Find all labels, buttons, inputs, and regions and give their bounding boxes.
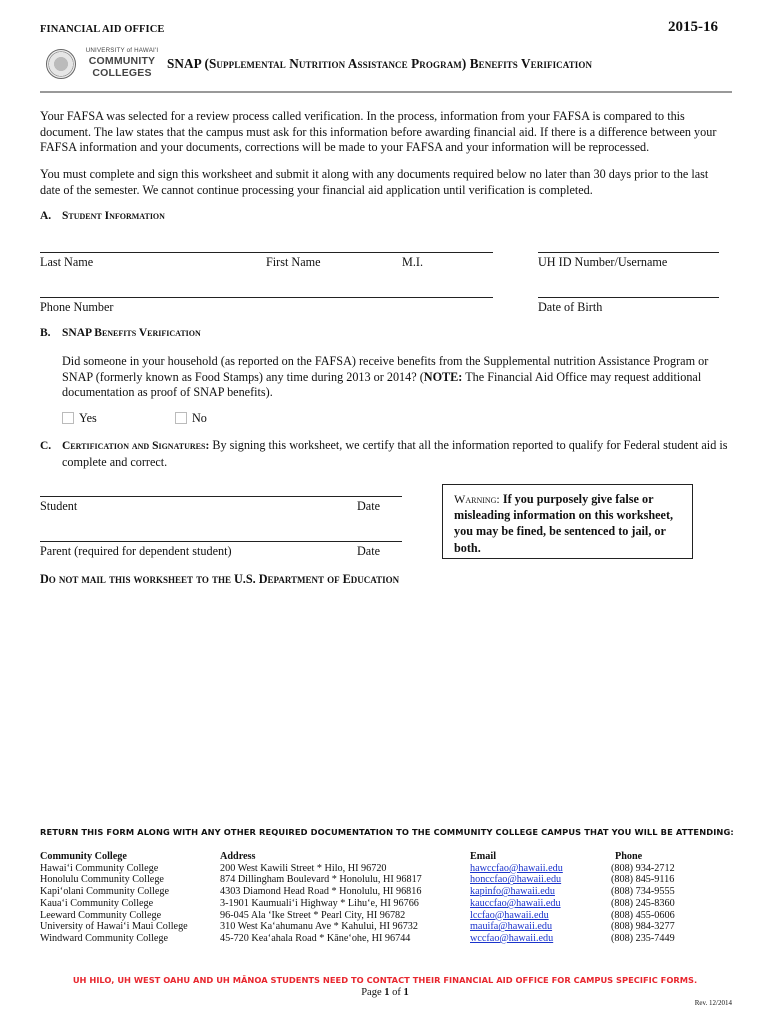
section-c-letter: C. [40, 440, 52, 452]
phone-cell: (808) 934-2712 [611, 862, 675, 874]
college-cell: Kaua‘i Community College [40, 897, 154, 909]
page-number [0, 987, 770, 998]
address-column [220, 851, 422, 945]
phone-number-label: Phone Number [40, 300, 114, 314]
return-instruction: RETURN THIS FORM ALONG WITH ANY OTHER REQUIRED DOCUMENTATION TO THE COMMUNITY COLLEGE CAMPUS THAT YOU WILL BE ATTENDING: [40, 827, 734, 837]
college-cell: University of Hawai‘i Maui College [40, 921, 188, 933]
college-cell: Leeward Community College [40, 909, 162, 921]
section-c-heading: Certification and Signatures: [62, 440, 210, 452]
first-name-label: First Name [266, 255, 321, 269]
parent-date-label: Date [357, 544, 381, 558]
office-name: FINANCIAL AID OFFICE [40, 24, 165, 35]
note-label: NOTE: [423, 369, 463, 384]
university-seal-icon [46, 49, 76, 79]
college-header: Community College [40, 851, 127, 862]
address-cell: 96-045 Ala ‘Ike Street * Pearl City, HI 96782 [220, 909, 406, 921]
phone-cell: (808) 734-9555 [611, 886, 675, 898]
parent-signature-line[interactable] [40, 541, 402, 542]
address-cell: 3-1901 Kaumuali‘i Highway * Lihu‘e, HI 96766 [220, 897, 419, 909]
address-cell: 4303 Diamond Head Road * Honolulu, HI 96816 [220, 886, 422, 898]
do-not-mail-notice: Do not mail this worksheet to the U.S. Department of Education [40, 572, 400, 586]
snap-question-note: The Financial Aid Office may request additional documentation as proof of SNAP benefits). [62, 369, 702, 400]
email-link[interactable]: honccfao@hawaii.edu [470, 874, 562, 886]
no-checkbox[interactable] [175, 412, 187, 424]
section-b-heading: SNAP Benefits Verification [62, 327, 201, 339]
award-year: 2015-16 [668, 19, 718, 35]
email-link[interactable]: kapinfo@hawaii.edu [470, 886, 555, 898]
email-link[interactable]: lccfao@hawaii.edu [470, 909, 549, 921]
yes-label: Yes [79, 411, 97, 425]
date-of-birth-line[interactable] [538, 297, 719, 298]
logo-line-3: COLLEGES [92, 67, 152, 79]
address-header: Address [220, 851, 256, 862]
warning-label: Warning: [454, 492, 500, 506]
document-title: SNAP (Supplemental Nutrition Assistance Program) Benefits Verification [167, 56, 593, 71]
phone-header: Phone [615, 851, 643, 862]
uh-community-colleges-logo [46, 47, 158, 85]
phone-column [611, 851, 675, 945]
section-a-letter: A. [40, 210, 52, 222]
student-signature-line[interactable] [40, 496, 402, 497]
name-signature-line[interactable] [40, 252, 493, 253]
college-cell: Windward Community College [40, 932, 169, 944]
email-header: Email [470, 851, 497, 862]
current-page: 1 [384, 987, 390, 998]
yes-option[interactable] [62, 411, 97, 426]
uh-id-label: UH ID Number/Username [538, 255, 668, 269]
last-name-label: Last Name [40, 255, 94, 269]
address-cell: 200 West Kawili Street * Hilo, HI 96720 [220, 862, 387, 874]
middle-initial-label: M.I. [402, 255, 423, 269]
section-b-letter: B. [40, 327, 51, 339]
address-cell: 310 West Ka‘ahumanu Ave * Kahului, HI 96732 [220, 921, 418, 933]
address-cell: 874 Dillingham Boulevard * Honolulu, HI 96817 [220, 874, 422, 886]
revision-date: Rev. 12/2014 [694, 999, 732, 1007]
intro-paragraph-1: Your FAFSA was selected for a review process called verification. In the process, information from your FAFSA is compared to this document. The law states that the campus must ask for this information before awarding financial aid. If there is a difference between your FAFSA information and your documents, corrections will be made to your FAFSA and your information will be reprocessed. [40, 109, 717, 155]
page-separator: of [389, 987, 404, 998]
page-prefix: Page [361, 987, 385, 998]
address-cell: 45-720 Kea‘ahala Road * Kāne‘ohe, HI 96744 [220, 932, 411, 944]
parent-signature-label: Parent (required for dependent student) [40, 544, 232, 558]
college-cell: Honolulu Community College [40, 874, 164, 886]
phone-cell: (808) 455-0606 [611, 909, 675, 921]
uh-id-signature-line[interactable] [538, 252, 719, 253]
email-column [470, 851, 563, 945]
header-divider [40, 91, 732, 93]
email-link[interactable]: kauccfao@hawaii.edu [470, 897, 561, 909]
intro-paragraph-2: You must complete and sign this worksheet and submit it along with any documents required below no later than 30 days prior to the last date of the semester. We cannot continue processing your financial aid application until verification is completed. [40, 167, 709, 197]
snap-question-text: Did someone in your household (as reported on the FAFSA) receive benefits from the Supplemental nutrition Assistance Program or SNAP (formerly known as Food Stamps) any time during 2013 or 2014? ( [62, 354, 709, 384]
snap-question [62, 354, 734, 401]
college-cell: Hawai‘i Community College [40, 862, 159, 874]
college-cell: Kapi‘olani Community College [40, 886, 170, 898]
phone-cell: (808) 845-9116 [611, 874, 675, 886]
certification-text: By signing this worksheet, we certify that all the information reported to qualify for Federal student aid is complete and correct. [62, 438, 728, 469]
logo-line-2: COMMUNITY [88, 55, 156, 67]
student-signature-label: Student [40, 499, 78, 513]
phone-number-line[interactable] [40, 297, 493, 298]
total-pages: 1 [403, 987, 409, 998]
section-a-heading: Student Information [62, 210, 165, 222]
email-link[interactable]: mauifa@hawaii.edu [470, 921, 553, 933]
warning-text: If you purposely give false or misleading information on this worksheet, you may be fined, be sentenced to jail, or both. [454, 492, 674, 555]
college-column [40, 851, 188, 945]
logo-line-1: UNIVERSITY of HAWAI'I [85, 47, 159, 54]
phone-cell: (808) 984-3277 [611, 921, 675, 933]
yes-checkbox[interactable] [62, 412, 74, 424]
email-link[interactable]: hawccfao@hawaii.edu [470, 862, 563, 874]
certification-statement [62, 438, 734, 470]
campus-specific-forms-notice: UH HILO, UH WEST OAHU AND UH MĀNOA STUDENTS NEED TO CONTACT THEIR FINANCIAL AID OFFICE FOR CAMPUS SPECIFIC FORMS. [72, 975, 698, 985]
no-option[interactable] [175, 411, 207, 426]
date-of-birth-label: Date of Birth [538, 300, 603, 314]
email-link[interactable]: wccfao@hawaii.edu [470, 932, 554, 944]
phone-cell: (808) 245-8360 [611, 897, 675, 909]
student-date-label: Date [357, 499, 381, 513]
phone-cell: (808) 235-7449 [611, 932, 675, 944]
warning-box [442, 484, 693, 559]
no-label: No [192, 411, 207, 425]
